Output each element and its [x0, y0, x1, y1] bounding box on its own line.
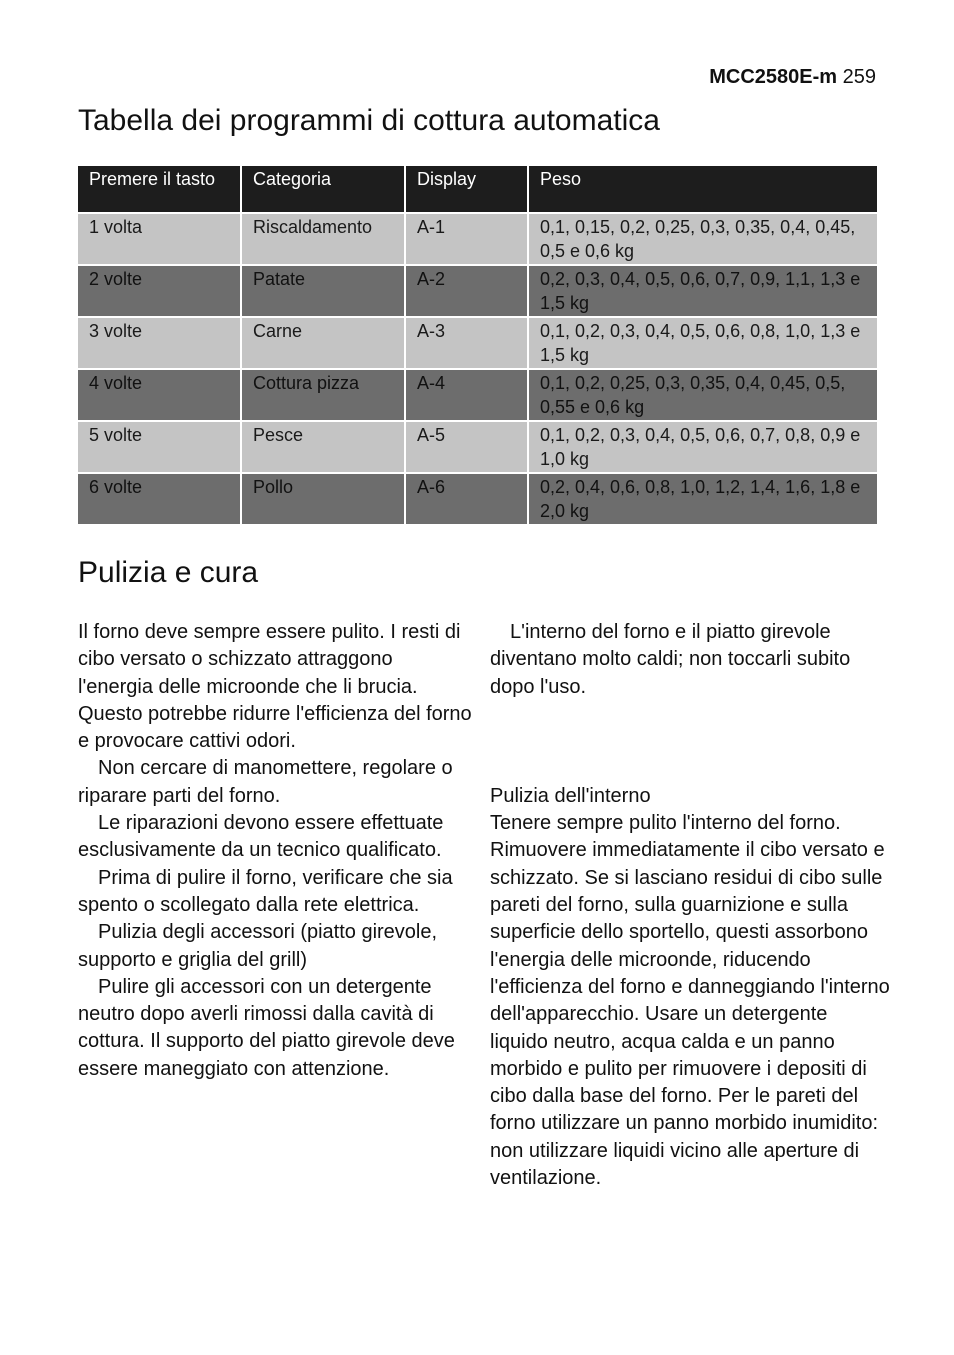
table-row	[78, 213, 877, 265]
cleaning-left-column	[78, 619, 473, 1083]
cell-weight: 0,2, 0,4, 0,6, 0,8, 1,0, 1,2, 1,4, 1,6, 1,8 e 2,0 kg	[528, 473, 877, 525]
table-header-row	[78, 166, 877, 213]
programs-table-title: Tabella dei programmi di cottura automatica	[78, 104, 660, 137]
cell-weight: 0,2, 0,3, 0,4, 0,5, 0,6, 0,7, 0,9, 1,1, 1,3 e 1,5 kg	[528, 265, 877, 317]
paragraph: Pulizia degli accessori (piatto girevole, supporto e griglia del grill)	[78, 921, 438, 971]
cell-category: Riscaldamento	[241, 213, 405, 265]
table-row	[78, 473, 877, 525]
paragraph: Pulire gli accessori con un detergente neutro dopo averli rimossi dalla cavità di cottura. Il supporto del piatto girevole deve essere maneggiato con attenzione.	[78, 975, 455, 1080]
paragraph: Il forno deve sempre essere pulito. I resti di cibo versato o schizzato attraggono l'energia delle microonde che li brucia. Questo potrebbe ridurre l'efficienza del forno e provocare cattivi odori.	[78, 621, 472, 753]
cell-press: 3 volte	[78, 317, 241, 369]
page-number: 259	[842, 66, 876, 88]
cleaning-right-column	[490, 619, 890, 1192]
cell-category: Carne	[241, 317, 405, 369]
cell-weight: 0,1, 0,2, 0,3, 0,4, 0,5, 0,6, 0,8, 1,0, 1,3 e 1,5 kg	[528, 317, 877, 369]
cell-display: A-3	[405, 317, 528, 369]
cell-press: 2 volte	[78, 265, 241, 317]
cell-weight: 0,1, 0,2, 0,3, 0,4, 0,5, 0,6, 0,7, 0,8, 0,9 e 1,0 kg	[528, 421, 877, 473]
cell-weight: 0,1, 0,2, 0,25, 0,3, 0,35, 0,4, 0,45, 0,5, 0,55 e 0,6 kg	[528, 369, 877, 421]
cell-category: Pollo	[241, 473, 405, 525]
cell-category: Cottura pizza	[241, 369, 405, 421]
paragraph: Le riparazioni devono essere effettuate esclusivamente da un tecnico qualificato.	[78, 812, 444, 862]
cell-category: Patate	[241, 265, 405, 317]
cell-press: 5 volte	[78, 421, 241, 473]
cell-category: Pesce	[241, 421, 405, 473]
column-header-weight: Peso	[528, 166, 877, 213]
table-row	[78, 265, 877, 317]
warning-paragraph: L'interno del forno e il piatto girevole diventano molto caldi; non toccarli subito dopo l'uso.	[490, 621, 851, 698]
cell-display: A-4	[405, 369, 528, 421]
cleaning-section-title: Pulizia e cura	[78, 556, 259, 589]
interior-cleaning-subtitle: Pulizia dell'interno	[490, 784, 651, 807]
cell-display: A-6	[405, 473, 528, 525]
cell-display: A-5	[405, 421, 528, 473]
paragraph: Non cercare di manomettere, regolare o riparare parti del forno.	[78, 757, 453, 807]
cell-display: A-1	[405, 213, 528, 265]
column-header-category: Categoria	[241, 166, 405, 213]
table-row	[78, 369, 877, 421]
model-code: MCC2580E-m	[709, 66, 838, 88]
page-header	[709, 64, 876, 90]
cell-press: 6 volte	[78, 473, 241, 525]
paragraph: Tenere sempre pulito l'interno del forno. Rimuovere immediatamente il cibo versato e schizzato. Se si lasciano residui di cibo sulle pareti del forno, sulla guarnizione e sulla superficie dello sportello, questi assorbono l'energia delle microonde, riducendo l'efficienza del forno e danneggiando l'interno dell'apparecchio. Usare un detergente liquido neutro, acqua calda e un panno morbido e pulito per rimuovere i depositi di cibo dalla base del forno. Per le pareti del forno utilizzare un panno morbido inumidito: non utilizzare liquidi vicino alle aperture di ventilazione.	[490, 812, 890, 1190]
cell-press: 4 volte	[78, 369, 241, 421]
cell-display: A-2	[405, 265, 528, 317]
table-row	[78, 317, 877, 369]
column-header-press: Premere il tasto	[78, 166, 241, 213]
paragraph: Prima di pulire il forno, verificare che sia spento o scollegato dalla rete elettrica.	[78, 866, 453, 916]
table-row	[78, 421, 877, 473]
cell-press: 1 volta	[78, 213, 241, 265]
auto-cook-programs-table	[78, 166, 877, 526]
cell-weight: 0,1, 0,15, 0,2, 0,25, 0,3, 0,35, 0,4, 0,45, 0,5 e 0,6 kg	[528, 213, 877, 265]
column-header-display: Display	[405, 166, 528, 213]
